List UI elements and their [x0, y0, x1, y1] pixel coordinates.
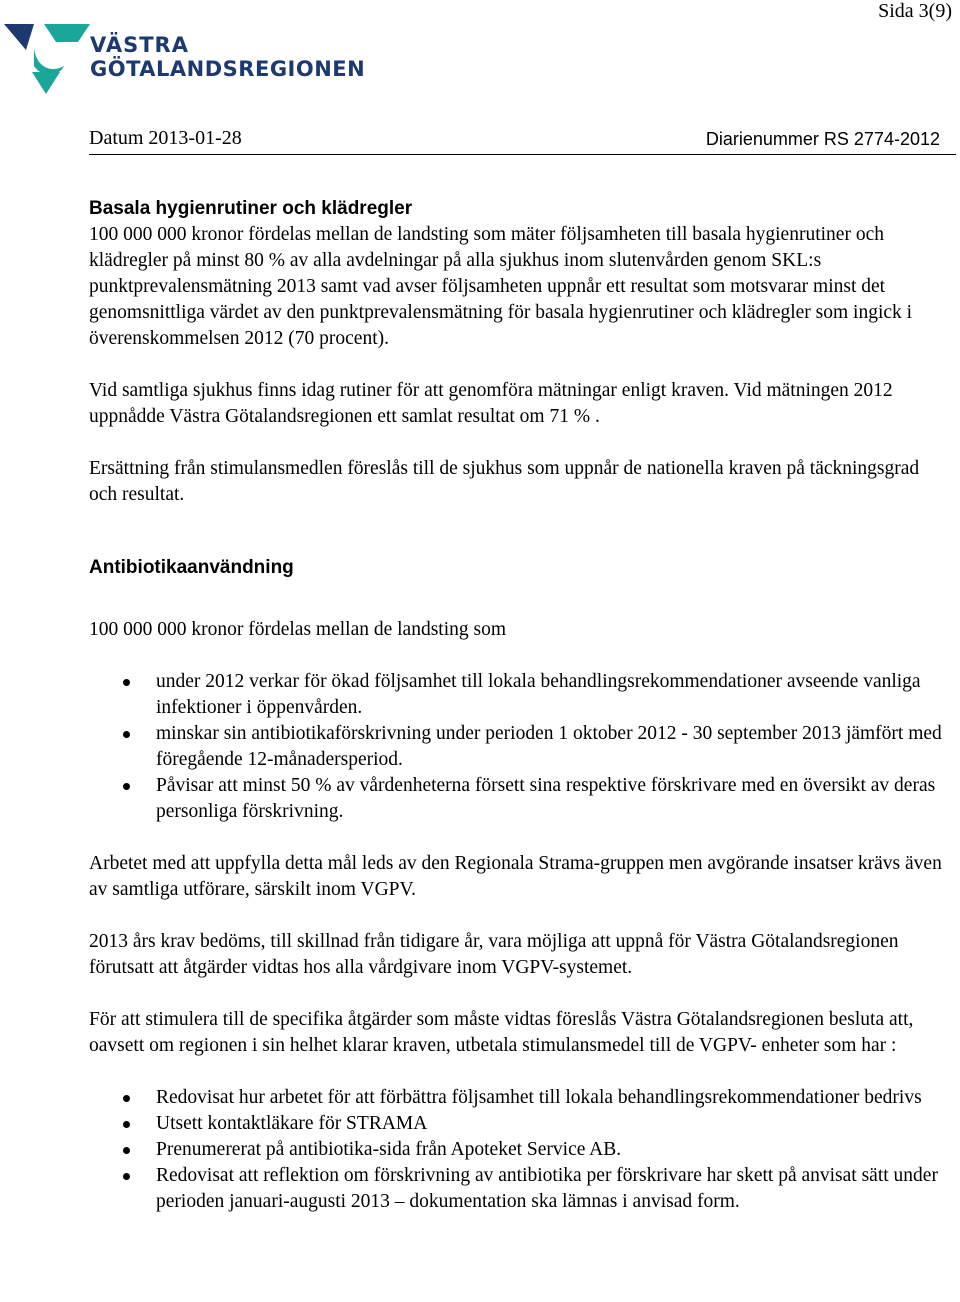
- bullet-icon: [123, 1095, 130, 1102]
- paragraph: 100 000 000 kronor fördelas mellan de landsting som: [89, 619, 507, 640]
- paragraph: Vid samtliga sjukhus finns idag rutiner för att genomföra mätningar enligt kraven. Vid mätningen 2012 uppnådde Västra Götalandsregionen ett samlat resultat om 71 % .: [89, 380, 893, 427]
- paragraph: För att stimulera till de specifika åtgärder som måste vidtas föreslås Västra Götalandsregionen besluta att, oavsett om regionen i sin helhet klarar kraven, utbetala stimulansmedel till de VGPV- enheter som har :: [89, 1009, 914, 1056]
- bullet-icon: [123, 731, 130, 738]
- list-item: Redovisat att reflektion om förskrivning av antibiotika per förskrivare har skett på anvisat sätt under perioden januari-augusti 2013 – dokumentation ska lämnas i anvisad form.: [89, 1163, 949, 1215]
- bullet-list: [89, 1085, 949, 1215]
- bullet-icon: [123, 1173, 130, 1180]
- document-header: [89, 124, 956, 155]
- list-item: under 2012 verkar för ökad följsamhet till lokala behandlingsrekommendationer avseende vanliga infektioner i öppenvården.: [89, 669, 949, 721]
- header-date: Datum 2013-01-28: [89, 127, 242, 149]
- list-item: Utsett kontaktläkare för STRAMA: [89, 1111, 949, 1137]
- bullet-icon: [123, 679, 130, 686]
- page-number: Sida 3(9): [878, 0, 952, 22]
- section-heading-hygiene: Basala hygienrutiner och klädregler: [89, 198, 413, 219]
- header-reference-number: Diarienummer RS 2774-2012: [705, 129, 940, 149]
- logo-text-line2: GÖTALANDSREGIONEN: [90, 57, 366, 81]
- list-item: Prenumererat på antibiotika-sida från Apoteket Service AB.: [89, 1137, 949, 1163]
- bullet-icon: [123, 1121, 130, 1128]
- logo-emblem-icon: [4, 20, 90, 96]
- paragraph: 100 000 000 kronor fördelas mellan de landsting som mäter följsamheten till basala hygienrutiner och klädregler på minst 80 % av alla avdelningar på alla sjukhus inom slutenvården genom SKL:s punktprevalensmätning 2013 samt vad avser följsamheten uppnår ett resultat som motsvarar minst det genomsnittliga värdet av den punktprevalensmätning för basala hygienrutiner och klädregler som ingick i överenskommelsen 2012 (70 procent).: [89, 224, 913, 349]
- bullet-icon: [123, 1147, 130, 1154]
- organization-logo: [4, 20, 364, 100]
- list-item: Redovisat hur arbetet för att förbättra följsamhet till lokala behandlingsrekommendationer bedrivs: [89, 1085, 949, 1111]
- paragraph: Ersättning från stimulansmedlen föreslås till de sjukhus som uppnår de nationella kraven på täckningsgrad och resultat.: [89, 458, 920, 505]
- list-item: Påvisar att minst 50 % av vårdenheterna försett sina respektive förskrivare med en översikt av deras personliga förskrivning.: [89, 773, 949, 825]
- logo-text-line1: VÄSTRA: [90, 33, 189, 57]
- paragraph: Arbetet med att uppfylla detta mål leds av den Regionala Strama-gruppen men avgörande insatser krävs även av samtliga utförare, särskilt inom VGPV.: [89, 853, 942, 900]
- bullet-icon: [123, 783, 130, 790]
- section-heading-antibiotics: Antibiotikaanvändning: [89, 557, 294, 578]
- document-body: [89, 196, 949, 1215]
- paragraph: 2013 års krav bedöms, till skillnad från tidigare år, vara möjliga att uppnå för Västra Götalandsregionen förutsatt att åtgärder vidtas hos alla vårdgivare inom VGPV-systemet.: [89, 931, 899, 978]
- bullet-list: [89, 669, 949, 825]
- list-item: minskar sin antibiotikaförskrivning under perioden 1 oktober 2012 - 30 september 2013 jämfört med föregående 12-månadersperiod.: [89, 721, 949, 773]
